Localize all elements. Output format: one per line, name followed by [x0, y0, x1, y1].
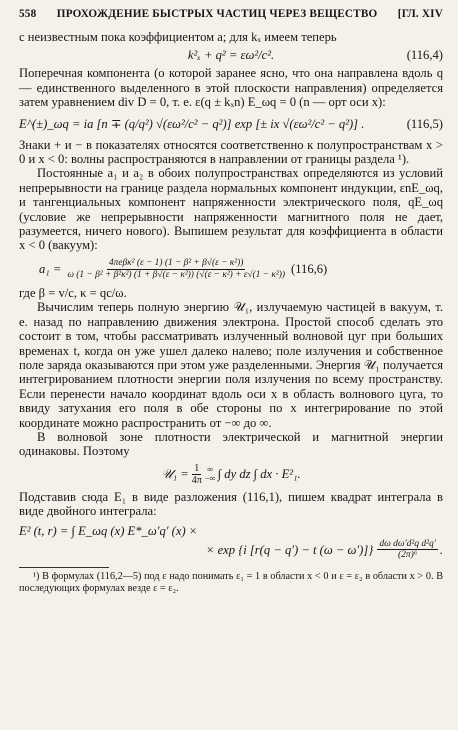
- equation-lhs: a₁ =: [39, 262, 62, 277]
- equation-body: E² (t, r) = ∫ E_ωq (x) E*_ω′q′ (x) ×: [19, 523, 198, 538]
- page-number: 558: [19, 8, 37, 20]
- paragraph-2: Поперечная компонента (о которой заранее ясно, что она направлена вдоль q — единственного выделенного в этой плоскости направления) определяется затем уравнением div D = 0, т. е. ε(q ± kₓn) E_ωq = 0 (n — орт оси x):: [19, 66, 443, 110]
- equation-body: × exp {i [r(q − q′) − t (ω − ω′)]}: [205, 542, 374, 557]
- paragraph-3: Знаки + и − в показателях относятся соответственно к полупространствам x > 0 и x < 0: волны распространяются в направлении от границы раздела ¹).: [19, 137, 443, 167]
- equation-body: k²ₓ + q² = εω²/c².: [187, 48, 275, 63]
- paragraph-6: Вычислим теперь полную энергию 𝒰₁, излучаемую частицей в вакуум, т. е. назад по направлению движения электрона. Простой способ сделать это состоит в том, чтобы рассматривать излученный волновой цуг при больших временах t, когда он уже ушел далеко налево; поле излучения и собственное поле заряда оказываются при этом уже разделенными. Энергия 𝒰₁ получается интегрированием плотности энергии поля излучения по всему пространству. Если перенести начало координат вдоль оси x в область волнового цуга, то ввиду затухания его поля в обе стороны по x интегрирование по этой координате можно распространить от −∞ до ∞.: [19, 300, 443, 430]
- fraction-numerator: 4πeβκ² (ε − 1) (1 − β² + β√(ε − κ²)): [108, 257, 244, 268]
- equation-number: (116,4): [406, 48, 443, 63]
- equation-double-integral-line-2: [19, 539, 443, 561]
- paragraph-8: Подставив сюда E₁ в виде разложения (116,1), пишем квадрат интеграла в виде двойного интеграла:: [19, 489, 443, 519]
- fraction-denominator: 4π: [191, 474, 202, 486]
- page-header: [19, 8, 443, 20]
- footnote-divider: [19, 567, 109, 568]
- equation-116-4: [19, 47, 443, 63]
- equation-number: (116,6): [291, 262, 328, 277]
- equation-double-integral-line-1: [19, 523, 443, 539]
- equation-rest: ∫ dy dz ∫ dx · E²₁.: [217, 467, 301, 482]
- fraction: [65, 258, 287, 281]
- fraction-numerator: 1: [194, 462, 200, 474]
- equation-body: E^(±)_ωq = ia [n ∓ (q/q²) √(εω²/c² − q²)] exp [± ix √(εω²/c² − q²)] .: [19, 116, 365, 131]
- integral-limits: [205, 465, 216, 483]
- running-title: ПРОХОЖДЕНИЕ БЫСТРЫХ ЧАСТИЦ ЧЕРЕЗ ВЕЩЕСТВО: [56, 8, 378, 20]
- equation-116-5: [19, 116, 443, 132]
- fraction-denominator: (2π)⁶: [398, 550, 418, 561]
- equation-period: .: [439, 542, 443, 557]
- paragraph-1: с неизвестным пока коэффициентом a; для kₓ имеем теперь: [19, 30, 337, 44]
- fraction: [377, 539, 438, 561]
- integral-upper-limit: ∞: [207, 464, 214, 475]
- integral-lower-limit: −∞: [204, 473, 216, 484]
- footnote: ¹) В формулах (116,2—5) под ε надо понимать ε₁ = 1 в области x < 0 и ε = ε₂ в области x > 0. В последующих формулах везде ε = ε₂.: [19, 570, 443, 594]
- fraction-denominator: ω (1 − β² + β²κ²) (1 + β√(ε − κ²)) (√(ε − κ²) + ε√(1 − κ²)): [67, 269, 285, 280]
- chapter-label: [ГЛ. XIV: [397, 8, 443, 20]
- fraction: [192, 463, 202, 486]
- paragraph-7: В волновой зоне плотности электрической и магнитной энергии одинаковы. Поэтому: [19, 429, 443, 459]
- paragraph-4: Постоянные a₁ и a₂ в обоих полупространствах определяются из условий непрерывности на границе раздела нормальных компонент индукции, εnE_ωq, и тангенциальных компонент напряженности электрического поля, qE_ωq (условие же непрерывности напряженности магнитного поля не дает, разумеется, ничего нового). Выпишем результат для коэффициента в области x < 0 (вакуум):: [19, 166, 443, 253]
- fraction-numerator: dω dω′d²q d²q′: [379, 538, 436, 549]
- equation-lhs: 𝒰₁ =: [161, 467, 189, 482]
- equation-number: (116,5): [406, 116, 443, 131]
- equation-energy: [19, 463, 443, 486]
- equation-116-6: [19, 258, 443, 281]
- paragraph-5: где β = v/c, κ = qc/ω.: [19, 285, 127, 300]
